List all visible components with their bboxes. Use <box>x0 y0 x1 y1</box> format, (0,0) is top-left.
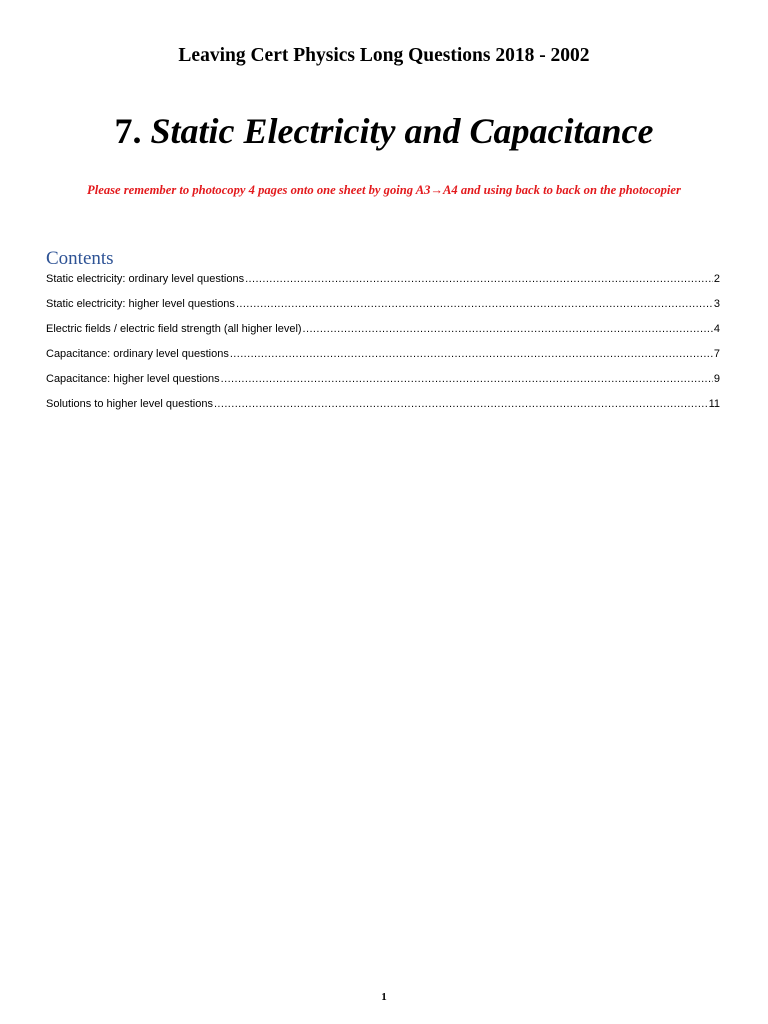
table-of-contents <box>46 267 722 417</box>
chapter-title-text: Static Electricity and Capacitance <box>150 111 654 151</box>
chapter-number: 7. <box>114 111 142 151</box>
photocopy-notice: Please remember to photocopy 4 pages onto one sheet by going A3→A4 and using back to back on the photocopier <box>87 183 681 197</box>
toc-entry-page: 11 <box>708 398 720 410</box>
toc-entry-solutions[interactable] <box>46 392 722 417</box>
chapter-title <box>0 107 768 155</box>
toc-dot-leader <box>236 292 713 317</box>
toc-dot-leader <box>303 317 713 342</box>
toc-entry-label: Electric fields / electric field strength (all higher level) <box>46 323 302 335</box>
document-header-title: Leaving Cert Physics Long Questions 2018 - 2002 <box>178 45 590 66</box>
toc-entry-page: 4 <box>713 323 720 335</box>
toc-entry-page: 2 <box>713 273 720 285</box>
toc-entry-capacitance-ordinary[interactable] <box>46 342 722 367</box>
toc-entry-label: Capacitance: ordinary level questions <box>46 348 229 360</box>
toc-dot-leader <box>230 342 713 367</box>
toc-entry-static-electricity-higher[interactable] <box>46 292 722 317</box>
toc-entry-page: 9 <box>713 373 720 385</box>
toc-entry-label: Static electricity: higher level questions <box>46 298 235 310</box>
page-number: 1 <box>381 991 387 1003</box>
toc-entry-label: Solutions to higher level questions <box>46 398 213 410</box>
toc-entry-label: Capacitance: higher level questions <box>46 373 220 385</box>
toc-entry-static-electricity-ordinary[interactable] <box>46 267 722 292</box>
toc-entry-capacitance-higher[interactable] <box>46 367 722 392</box>
toc-entry-page: 7 <box>713 348 720 360</box>
toc-entry-page: 3 <box>713 298 720 310</box>
toc-dot-leader <box>245 267 713 292</box>
toc-dot-leader <box>214 392 708 417</box>
contents-heading: Contents <box>46 248 114 269</box>
toc-entry-electric-fields[interactable] <box>46 317 722 342</box>
toc-entry-label: Static electricity: ordinary level questions <box>46 273 245 285</box>
toc-dot-leader <box>221 367 713 392</box>
